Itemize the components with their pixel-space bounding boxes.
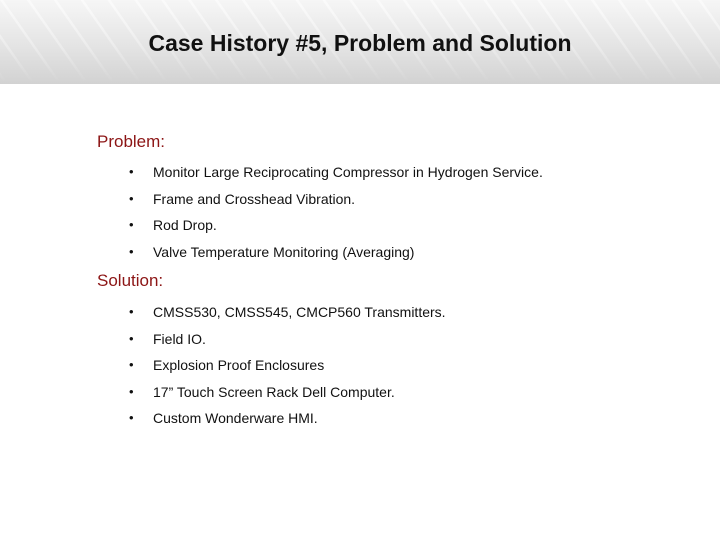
list-item-text: 17” Touch Screen Rack Dell Computer.: [153, 383, 395, 400]
list-item: [0, 410, 720, 437]
bullet-icon: •: [129, 357, 134, 372]
solution-list: [0, 304, 720, 437]
bullet-icon: •: [129, 304, 134, 319]
list-item-text: Rod Drop.: [153, 217, 217, 233]
list-item-text: CMSS530, CMSS545, CMCP560 Transmitters.: [153, 304, 446, 320]
list-item: [0, 164, 720, 191]
bullet-icon: •: [129, 383, 134, 399]
list-item: [0, 357, 720, 384]
bullet-icon: •: [129, 164, 134, 179]
list-item: [0, 384, 720, 411]
slide-title: Case History #5, Problem and Solution: [148, 30, 572, 56]
problem-heading: Problem:: [97, 132, 166, 151]
problem-list: [0, 164, 720, 270]
list-item-text: Monitor Large Reciprocating Compressor in Hydrogen Service.: [153, 164, 543, 180]
list-item-text: Explosion Proof Enclosures: [153, 357, 325, 373]
bullet-icon: •: [129, 410, 134, 425]
bullet-icon: •: [129, 330, 134, 346]
list-item: [0, 331, 720, 358]
bullet-icon: •: [129, 243, 134, 259]
list-item: [0, 244, 720, 271]
bullet-icon: •: [129, 217, 134, 232]
list-item: [0, 217, 720, 244]
solution-heading: Solution:: [97, 271, 164, 290]
list-item-text: Frame and Crosshead Vibration.: [153, 190, 356, 207]
list-item-text: Custom Wonderware HMI.: [153, 410, 318, 426]
list-item: [0, 191, 720, 218]
list-item-text: Valve Temperature Monitoring (Averaging): [153, 243, 415, 260]
bullet-icon: •: [129, 190, 134, 206]
list-item-text: Field IO.: [153, 330, 206, 347]
list-item: [0, 304, 720, 331]
